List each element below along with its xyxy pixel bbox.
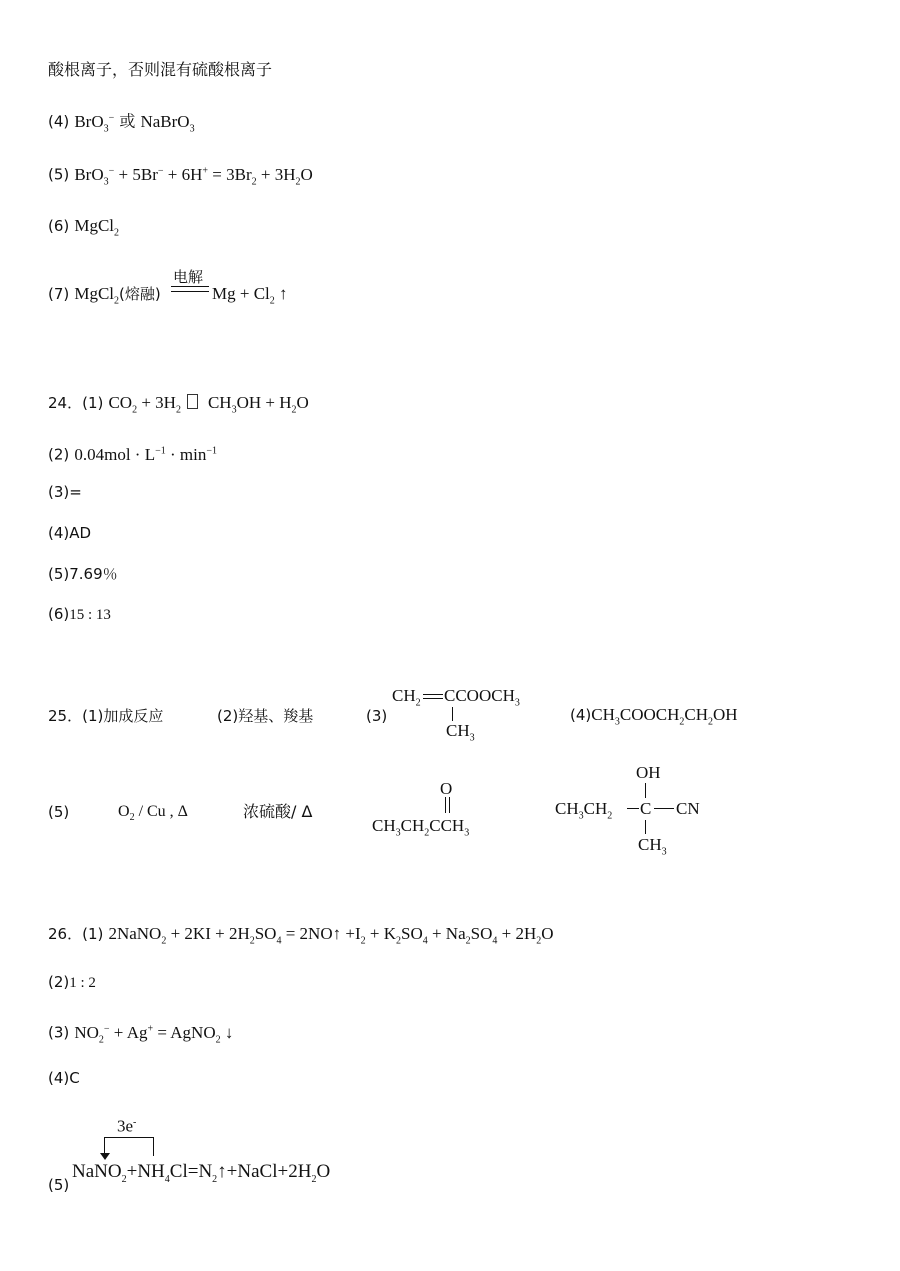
part-label: (3)	[48, 1023, 70, 1042]
q26-part5-label: (5)	[48, 1176, 70, 1194]
structure-3-bottom: $CH_3$	[446, 721, 475, 744]
reversible-symbol-icon	[187, 394, 198, 409]
q25-part4	[570, 704, 738, 733]
or-text: 或	[119, 111, 136, 131]
q25-part1	[48, 705, 163, 727]
formula: NaBrO$_3$	[140, 111, 195, 135]
equation: 2NaNO$_2$ + $2KI + 2H_2SO_4$ = 2NO↑ $+I_2 + K_2SO_4 + Na_2SO_4 + 2H_2O$	[108, 924, 554, 947]
formula: $0.04mol \cdot L^{-1} \cdot \min^{-1}$	[74, 444, 217, 464]
central-carbon: C	[640, 799, 652, 818]
q25-part2: (2)羟基、羧基	[217, 707, 314, 725]
q24-part1	[48, 392, 309, 421]
equation: $NO_2^- + Ag^+$ = AgNO$_2$ ↓	[74, 1022, 234, 1046]
condition-1: $O_2$ / Cu , Δ	[118, 803, 188, 824]
equation-rhs: $Mg + Cl_2$ ↑	[212, 284, 288, 307]
part-label: (1)	[82, 394, 104, 412]
ketone-chain: $CH_3CH_2CCH_3$	[372, 816, 470, 839]
part-label: (7)	[48, 285, 70, 303]
part-label: (6)	[48, 605, 70, 623]
q26-part2	[48, 971, 96, 994]
q23-part6	[48, 215, 119, 244]
question-number: 26．	[48, 925, 83, 943]
structure-3-top-right: $CCOOCH_3$	[444, 686, 520, 709]
q24-part4: (4)AD	[48, 524, 92, 542]
q26-part4: (4)C	[48, 1069, 80, 1087]
ethyl-group: $CH_3CH_2$	[555, 799, 613, 822]
q24-part5: (5)7.69％	[48, 565, 118, 583]
electron-count: 3e-	[117, 1116, 137, 1136]
ratio: 1 : 2	[69, 975, 96, 991]
q23-part5	[48, 160, 313, 193]
formula: BrO$_3$−	[74, 111, 115, 135]
condition-2: 浓硫酸/ Δ	[243, 802, 313, 821]
electron-transfer-bracket	[104, 1137, 154, 1156]
q23-part7	[48, 283, 161, 312]
part-label: (4)	[48, 112, 70, 131]
bond-left	[627, 808, 639, 809]
redox-equation: $NaNO_2+NH_4Cl=N_2↑+NaCl+2H_2O$	[72, 1161, 331, 1185]
q24-part3: (3)=	[48, 483, 82, 501]
part-label: (4)	[570, 706, 592, 724]
hydroxyl-group: OH	[636, 763, 661, 782]
q24-part6	[48, 603, 111, 626]
ratio: 15 : 13	[69, 607, 111, 623]
equation: MgCl$_2$(熔融)	[74, 284, 161, 307]
q25-part3-label: (3)	[366, 707, 388, 725]
arrowhead-icon	[100, 1153, 110, 1160]
structure-3-top: $CH_2$	[392, 686, 421, 709]
q26-part1	[48, 923, 554, 952]
single-bond	[452, 707, 453, 721]
q25-part5-label: (5)	[48, 803, 70, 821]
electrolysis-label: 电解	[173, 268, 204, 286]
q26-part3	[48, 1018, 233, 1051]
formula: $CH_3COOCH_2CH_2OH$	[591, 705, 738, 728]
carbonyl-double-bond	[445, 797, 450, 813]
q23-part4	[48, 107, 195, 140]
equals-sign	[171, 286, 209, 292]
methyl-group: $CH_3$	[638, 835, 667, 858]
ketone-oxygen: O	[440, 779, 453, 798]
q24-part2	[48, 440, 217, 466]
question-number: 24．	[48, 394, 83, 412]
q23-line0: 酸根离子，否则混有硫酸根离子	[48, 60, 273, 79]
part-label: (1)	[82, 925, 104, 943]
part-label: (2)	[48, 973, 70, 991]
question-number: 25．	[48, 707, 83, 725]
bond-down	[645, 820, 646, 834]
formula: MgCl$_2$	[74, 216, 120, 239]
part-label: (6)	[48, 217, 70, 235]
cyano-group: CN	[676, 799, 700, 818]
part-label: (5)	[48, 165, 70, 184]
part-label: (2)	[48, 445, 70, 464]
equation: $BrO_3^- + 5Br^- + 6H^+ = 3Br_2 + 3H_2O$	[74, 164, 313, 188]
bond-up	[645, 783, 646, 798]
bond-right	[654, 808, 674, 809]
part-label: (1)加成反应	[82, 707, 164, 725]
double-bond	[423, 694, 443, 699]
equation: $CO_2 + 3H_2$ $CH_3OH + H_2O$	[108, 393, 309, 416]
